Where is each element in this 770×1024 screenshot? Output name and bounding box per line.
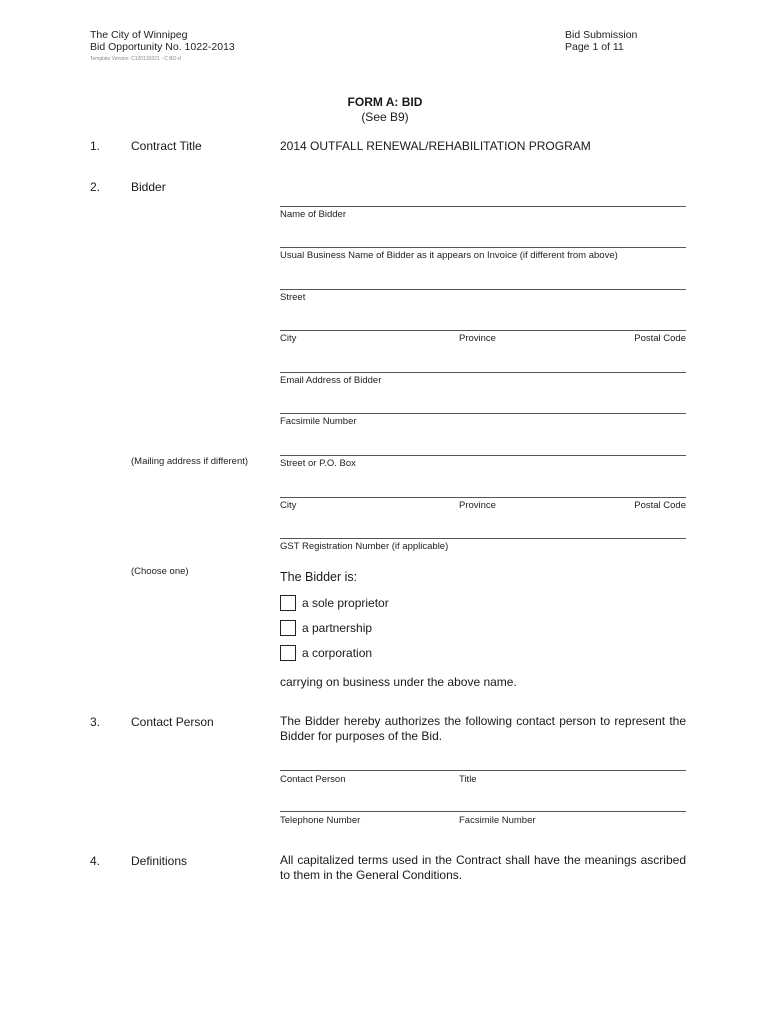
- contact-person-label: Contact Person: [280, 774, 346, 785]
- contact-authorization-text: The Bidder hereby authorizes the following contact person to represent the Bidder for purposes of the Bid.: [280, 714, 686, 743]
- header-org: The City of Winnipeg: [90, 29, 188, 41]
- telephone-fax-field[interactable]: [280, 811, 686, 812]
- section-3-label: Contact Person: [131, 715, 214, 729]
- gst-field[interactable]: [280, 538, 686, 539]
- mailing-postal-code-label: Postal Code: [634, 500, 686, 511]
- section-2-number: 2.: [90, 180, 101, 194]
- gst-label: GST Registration Number (if applicable): [280, 541, 449, 552]
- city-province-postal-field[interactable]: [280, 330, 686, 331]
- carrying-on-business-text: carrying on business under the above name.: [280, 675, 517, 689]
- mailing-city-label: City: [280, 500, 297, 511]
- header-doc-type: Bid Submission: [565, 29, 638, 41]
- header-page: Page 1 of 11: [565, 41, 624, 53]
- usual-business-name-label: Usual Business Name of Bidder as it appears on Invoice (if different from above): [280, 250, 618, 261]
- contact-fax-label: Facsimile Number: [459, 815, 536, 826]
- section-3-number: 3.: [90, 715, 101, 729]
- form-subtitle: (See B9): [361, 110, 409, 124]
- email-label: Email Address of Bidder: [280, 375, 382, 386]
- corporation-label: a corporation: [302, 646, 373, 660]
- street-field[interactable]: [280, 289, 686, 290]
- sole-proprietor-checkbox[interactable]: [280, 595, 296, 611]
- bidder-name-label: Name of Bidder: [280, 209, 347, 220]
- contact-title-label: Title: [459, 774, 477, 785]
- email-field[interactable]: [280, 372, 686, 373]
- usual-business-name-field[interactable]: [280, 247, 686, 248]
- fax-label: Facsimile Number: [280, 416, 357, 427]
- postal-code-label: Postal Code: [634, 333, 686, 344]
- fax-field[interactable]: [280, 413, 686, 414]
- mailing-province-label: Province: [459, 500, 496, 511]
- contact-person-title-field[interactable]: [280, 770, 686, 771]
- header-bid-opportunity: Bid Opportunity No. 1022-2013: [90, 41, 235, 53]
- header-template-version: Template Version: C120130321 - C BO-d: [90, 56, 181, 62]
- partnership-checkbox[interactable]: [280, 620, 296, 636]
- section-4-label: Definitions: [131, 854, 188, 868]
- bidder-name-field[interactable]: [280, 206, 686, 207]
- mailing-street-field[interactable]: [280, 455, 686, 456]
- telephone-label: Telephone Number: [280, 815, 361, 826]
- section-4-number: 4.: [90, 854, 101, 868]
- section-1-label: Contract Title: [131, 139, 202, 153]
- street-label: Street: [280, 292, 306, 303]
- choose-one-note: (Choose one): [131, 566, 189, 577]
- section-1-number: 1.: [90, 139, 101, 153]
- mailing-city-province-postal-field[interactable]: [280, 497, 686, 498]
- mailing-street-label: Street or P.O. Box: [280, 458, 356, 469]
- partnership-label: a partnership: [302, 621, 373, 635]
- city-label: City: [280, 333, 297, 344]
- section-2-label: Bidder: [131, 180, 166, 194]
- province-label: Province: [459, 333, 496, 344]
- bidder-is-label: The Bidder is:: [280, 570, 358, 584]
- contract-title-value: 2014 OUTFALL RENEWAL/REHABILITATION PROGRAM: [280, 139, 591, 153]
- definitions-text: All capitalized terms used in the Contract shall have the meanings ascribed to them in the General Conditions.: [280, 853, 686, 882]
- mailing-address-note: (Mailing address if different): [131, 456, 249, 467]
- sole-proprietor-label: a sole proprietor: [302, 596, 389, 610]
- corporation-checkbox[interactable]: [280, 645, 296, 661]
- form-title: FORM A: BID: [347, 95, 423, 109]
